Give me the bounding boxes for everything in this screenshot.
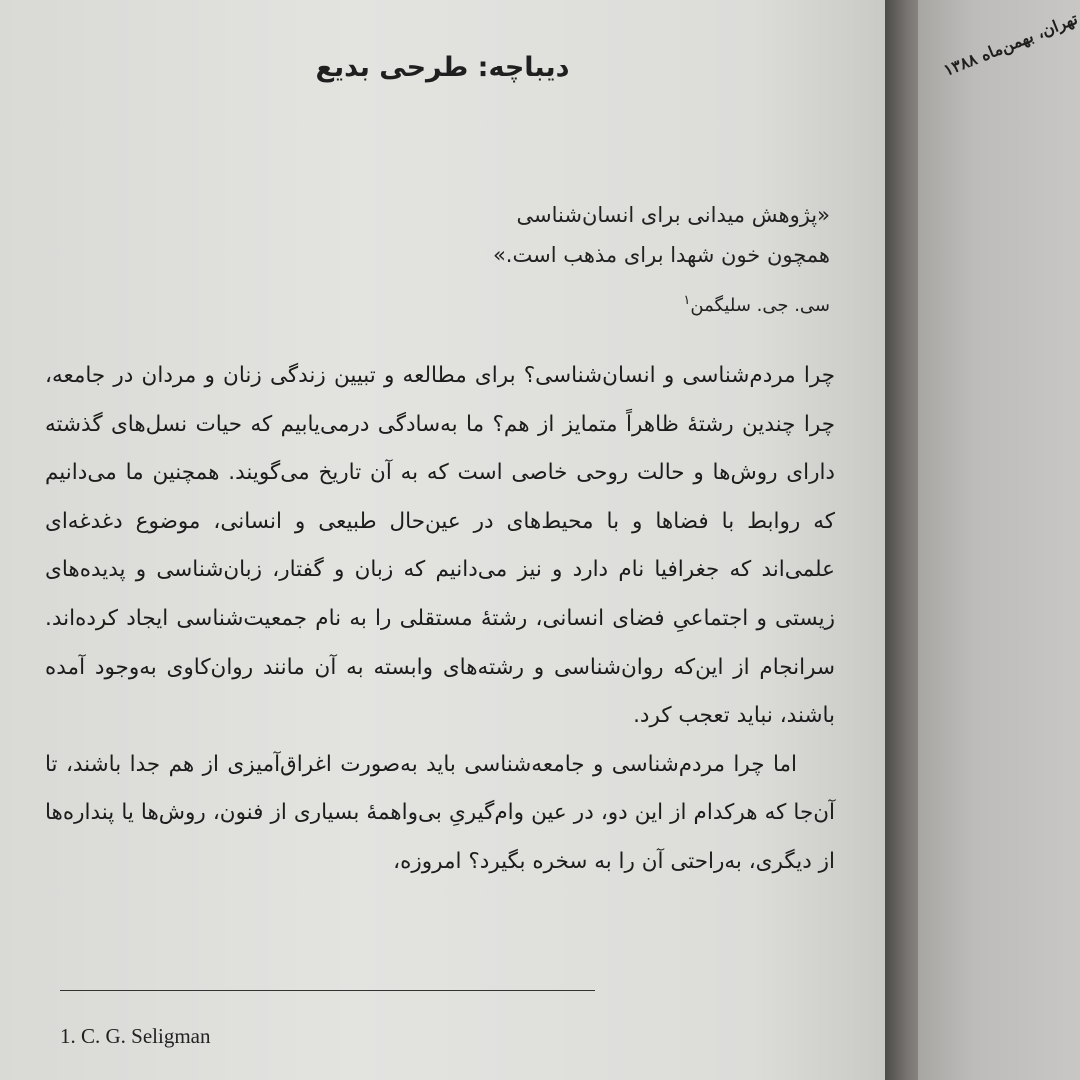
facing-page [918, 0, 1080, 1080]
epigraph-author-name: سی. جی. سلیگمن [690, 295, 830, 316]
footnote: 1. C. G. Seligman [60, 1024, 211, 1048]
footnote-divider [60, 990, 595, 991]
epigraph-author [370, 281, 830, 326]
paragraph-1: چرا مردم‌شناسی و انسان‌شناسی؟ برای مطالعه و تبیین زندگی زنان و مردان در جامعه، چرا چندین رشتهٔ ظاهراً متمایز از هم؟ ما به‌سادگی درمی‌یابیم که حیات نسل‌های گذشته دارای روش‌ها و حالت روحی خاصی است که به آن تاریخ می‌گویند. همچنین ما می‌دانیم که روابط با فضاها و با محیط‌های در عین‌حال طبیعی و انسانی، موضوع دغدغه‌ای علمی‌اند که جغرافیا نام دارد و نیز می‌دانیم که زبان و گفتار، زبان‌شناسی و پدیده‌های زیستی و اجتماعیِ فضای انسانی، رشتهٔ مستقلی را به نام جمعیت‌شناسی ایجاد کرده‌اند. سرانجام از این‌که روان‌شناسی و رشته‌های وابسته به آن مانند روان‌کاوی به‌وجود آمده باشند، نباید تعجب کرد. [45, 363, 835, 729]
chapter-title: دیباچه: طرحی بدیع [315, 52, 570, 83]
facing-page-text: تهران، بهمن‌ماه ۱۳۸۸ [940, 8, 1080, 80]
epigraph-line-2: همچون خون شهدا برای مذهب است.» [492, 243, 830, 267]
paragraph-2: اما چرا مردم‌شناسی و جامعه‌شناسی باید به‌صورت اغراق‌آمیزی از هم جدا باشند، تا آن‌جا که هرکدام از این دو، در عین وام‌گیریِ بی‌واهمهٔ بسیاری از فنون، روش‌ها یا پنداره‌ها از دیگری، به‌راحتی آن را به سخره بگیرد؟ امروزه، [45, 751, 835, 874]
footnote-reference: ۱ [683, 293, 691, 308]
epigraph [370, 195, 830, 326]
body-text [45, 352, 835, 887]
epigraph-line-1: «پژوهش میدانی برای انسان‌شناسی [516, 203, 830, 227]
